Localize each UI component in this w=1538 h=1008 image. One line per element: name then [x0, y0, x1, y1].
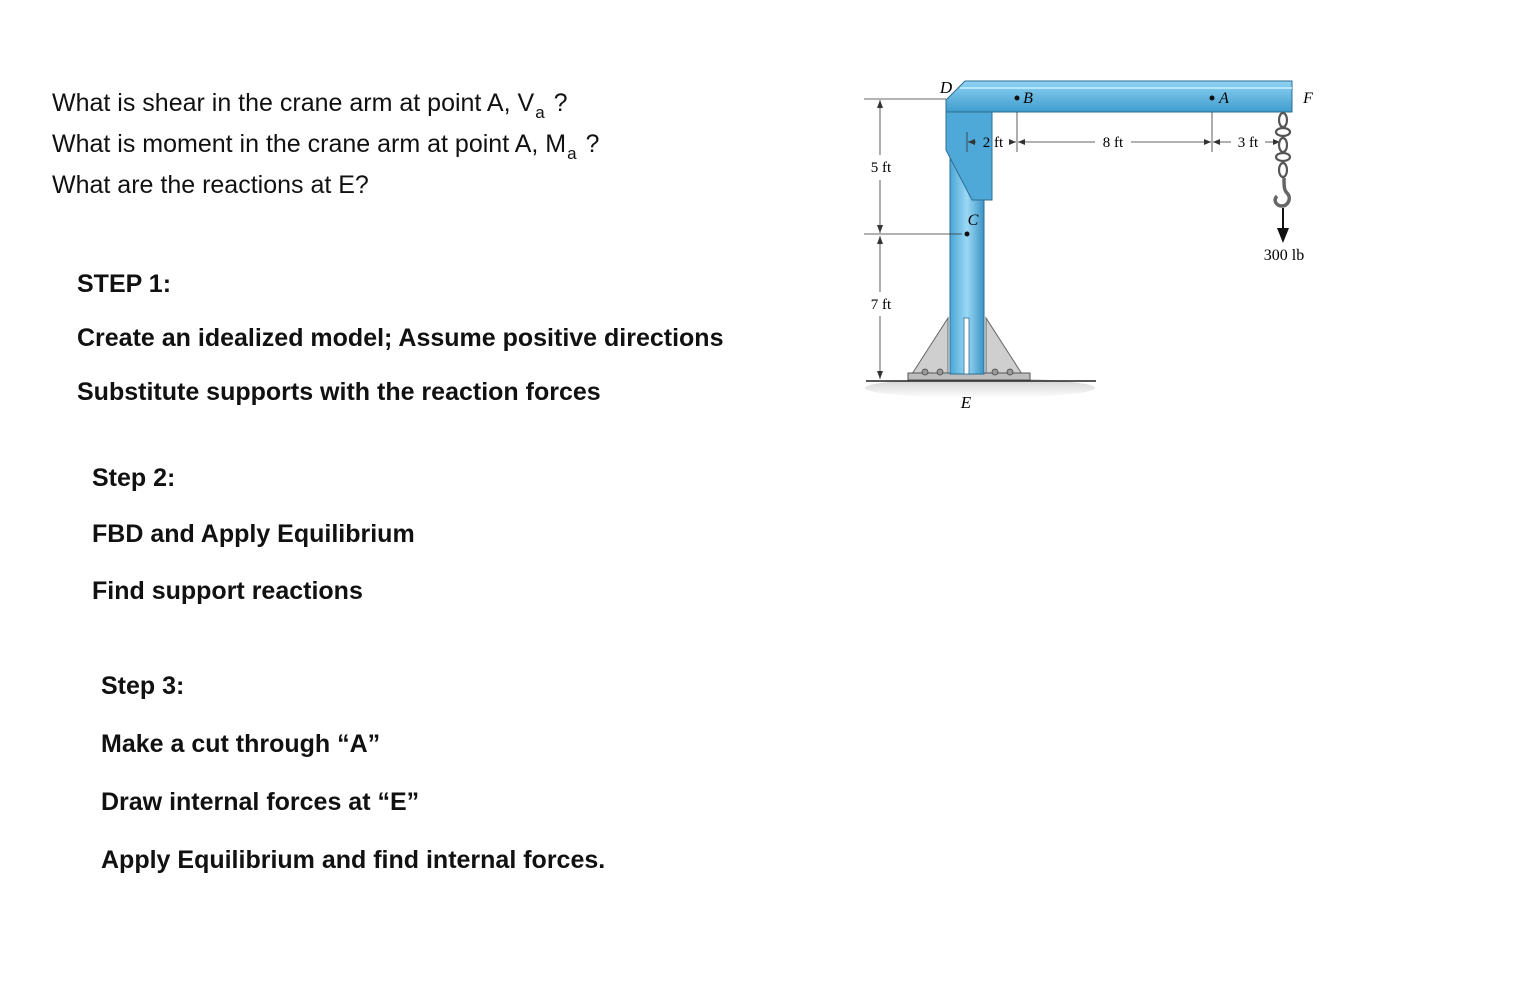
step3-title: Step 3: [101, 672, 185, 700]
label-e: E [960, 393, 972, 412]
dim-8ft: 8 ft [1102, 135, 1124, 151]
label-d: D [939, 78, 953, 97]
dim-arrow-7ft-bottom [877, 371, 883, 379]
bolt-1 [922, 369, 928, 375]
load-label: 300 lb [1263, 247, 1305, 264]
bolt-2 [937, 369, 943, 375]
question-moment [52, 129, 599, 169]
dim-arrow-5ft-top [877, 100, 883, 108]
question-moment-text: What is moment in the crane arm at point A, M [52, 130, 567, 158]
bolt-3 [992, 369, 998, 375]
step2-title: Step 2: [92, 464, 176, 492]
step2-line1: FBD and Apply Equilibrium [92, 520, 415, 548]
point-b-dot [1015, 96, 1020, 101]
question-moment-subscript: a [567, 144, 577, 163]
dim-7ft: 7 ft [870, 297, 892, 313]
load-arrow-icon [1277, 228, 1289, 243]
question-moment-suffix: ? [578, 130, 600, 158]
step1-line1: Create an idealized model; Assume positive directions [77, 324, 724, 352]
hook-icon [1275, 178, 1289, 206]
step1-title: STEP 1: [77, 270, 172, 298]
dim-arrow-3ft-left [1213, 139, 1220, 145]
dim-2ft: 2 ft [982, 135, 1004, 151]
step3-line1: Make a cut through “A” [101, 730, 381, 758]
question-shear-suffix: ? [546, 89, 568, 117]
crane-arm [946, 81, 1292, 112]
label-a: A [1219, 90, 1229, 107]
question-shear-text: What is shear in the crane arm at point A, V [52, 89, 535, 117]
dim-5ft: 5 ft [870, 160, 892, 176]
question-shear-subscript: a [535, 103, 545, 122]
point-c-dot [965, 232, 970, 237]
step1-line2: Substitute supports with the reaction forces [77, 378, 601, 406]
dim-3ft: 3 ft [1237, 135, 1259, 151]
label-c: C [967, 212, 979, 229]
bolt-4 [1007, 369, 1013, 375]
dim-arrow-5ft-bottom [877, 225, 883, 233]
label-f: F [1303, 90, 1313, 107]
crane-diagram [850, 70, 1330, 420]
step2-line2: Find support reactions [92, 577, 363, 605]
question-shear [52, 88, 568, 128]
step3-line3: Apply Equilibrium and find internal forces. [101, 846, 606, 874]
base-gusset-right [986, 318, 1022, 374]
step3-line2: Draw internal forces at “E” [101, 788, 420, 816]
label-b: B [1023, 90, 1033, 107]
point-a-dot [1210, 96, 1215, 101]
question-reactions: What are the reactions at E? [52, 171, 369, 199]
dim-arrow-8ft-left [1018, 139, 1025, 145]
dim-arrow-7ft-top [877, 236, 883, 244]
hook-chain [1276, 113, 1290, 177]
column-web-slot [964, 318, 969, 374]
dim-arrow-2ft-right [1009, 139, 1016, 145]
dim-arrow-8ft-right [1204, 139, 1211, 145]
base-gusset-left [912, 318, 948, 374]
